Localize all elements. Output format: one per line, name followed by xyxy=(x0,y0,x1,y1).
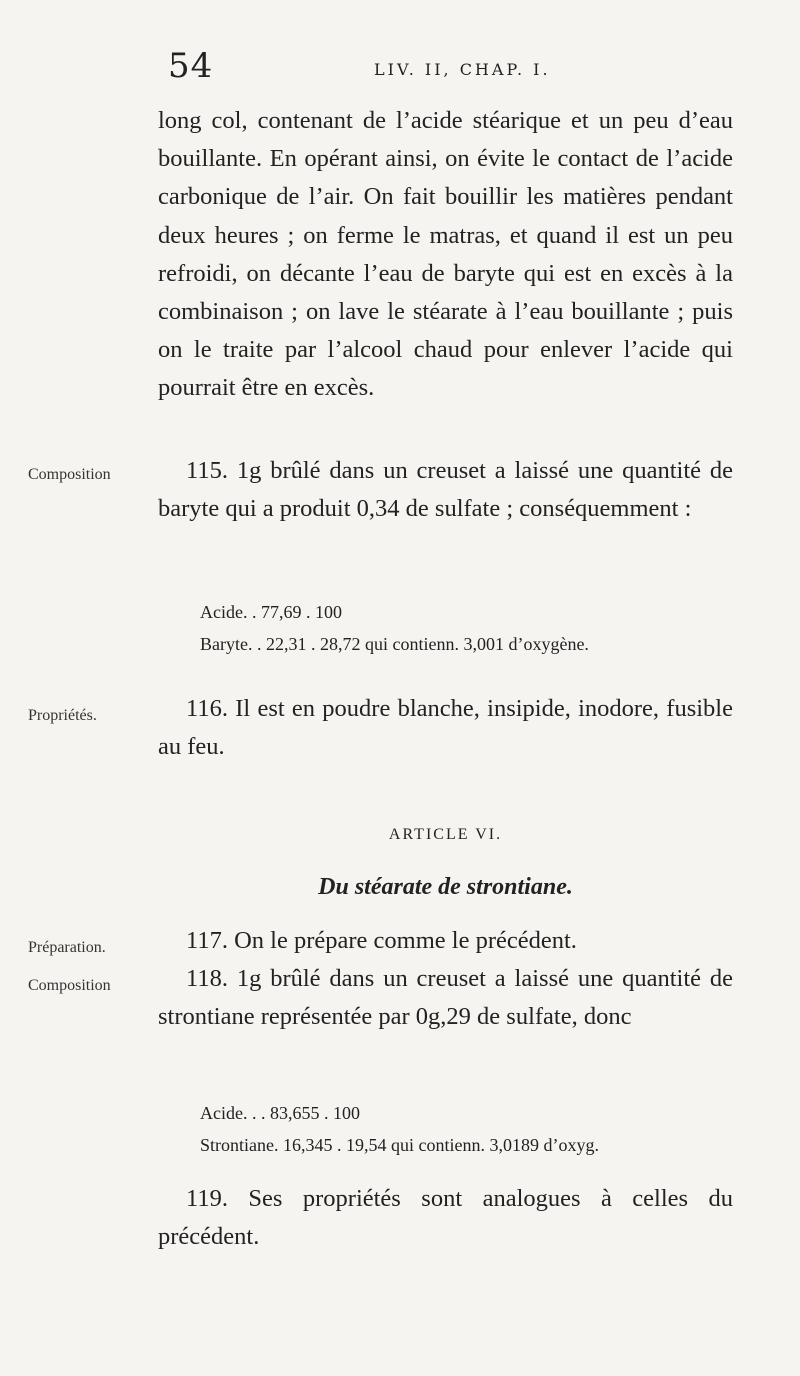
margin-note-composition-2: Composition xyxy=(28,977,111,994)
paragraph-116: 116. Il est en poudre blanche, insipide, inodore, fusible au feu. xyxy=(158,695,733,761)
article-heading: ARTICLE VI. xyxy=(388,826,503,843)
paragraph-119: 119. Ses propriétés sont analogues à celles du précédent. xyxy=(158,1185,733,1251)
formula-row: Strontiane. 16,345 . 19,54 qui contienn. 3,0189 d’oxyg. xyxy=(200,1135,599,1155)
section-heading: Du stéarate de strontiane. xyxy=(318,874,573,900)
formula-baryte xyxy=(200,596,589,660)
paragraph-115: 115. 1g brûlé dans un creuset a laissé une quantité de baryte qui a produit 0,34 de sulfate ; conséquemment : xyxy=(158,457,733,523)
paragraph-118: 118. 1g brûlé dans un creuset a laissé une quantité de strontiane représentée par 0g,29 de sulfate, donc xyxy=(158,965,733,1031)
formula-row: Acide. . . 83,655 . 100 xyxy=(200,1103,360,1123)
margin-note-preparation: Préparation. xyxy=(28,939,106,956)
formula-strontiane xyxy=(200,1097,599,1161)
formula-row: Acide. . 77,69 . 100 xyxy=(200,602,342,622)
margin-note-proprietes: Propriétés. xyxy=(28,707,97,724)
running-head: LIV. II, CHAP. I. xyxy=(374,60,551,79)
paragraph-intro: long col, contenant de l’acide stéarique et un peu d’eau bouillante. En opérant ainsi, on évite le contact de l’acide carbonique de l’air. On fait bouillir les matières pendant deux heures ; on ferme le matras, et quand il est un peu refroidi, on décante l’eau de baryte qui est en excès à la combinaison ; on lave le stéarate à l’eau bouillante ; puis on le traite par l’alcool chaud pour enlever l’acide qui pourrait être en excès. xyxy=(158,107,733,402)
formula-row: Baryte. . 22,31 . 28,72 qui contienn. 3,001 d’oxygène. xyxy=(200,634,589,654)
margin-note-composition: Composition xyxy=(28,466,111,483)
paragraph-117: 117. On le prépare comme le précédent. xyxy=(186,927,577,954)
page-number: 54 xyxy=(168,46,214,86)
